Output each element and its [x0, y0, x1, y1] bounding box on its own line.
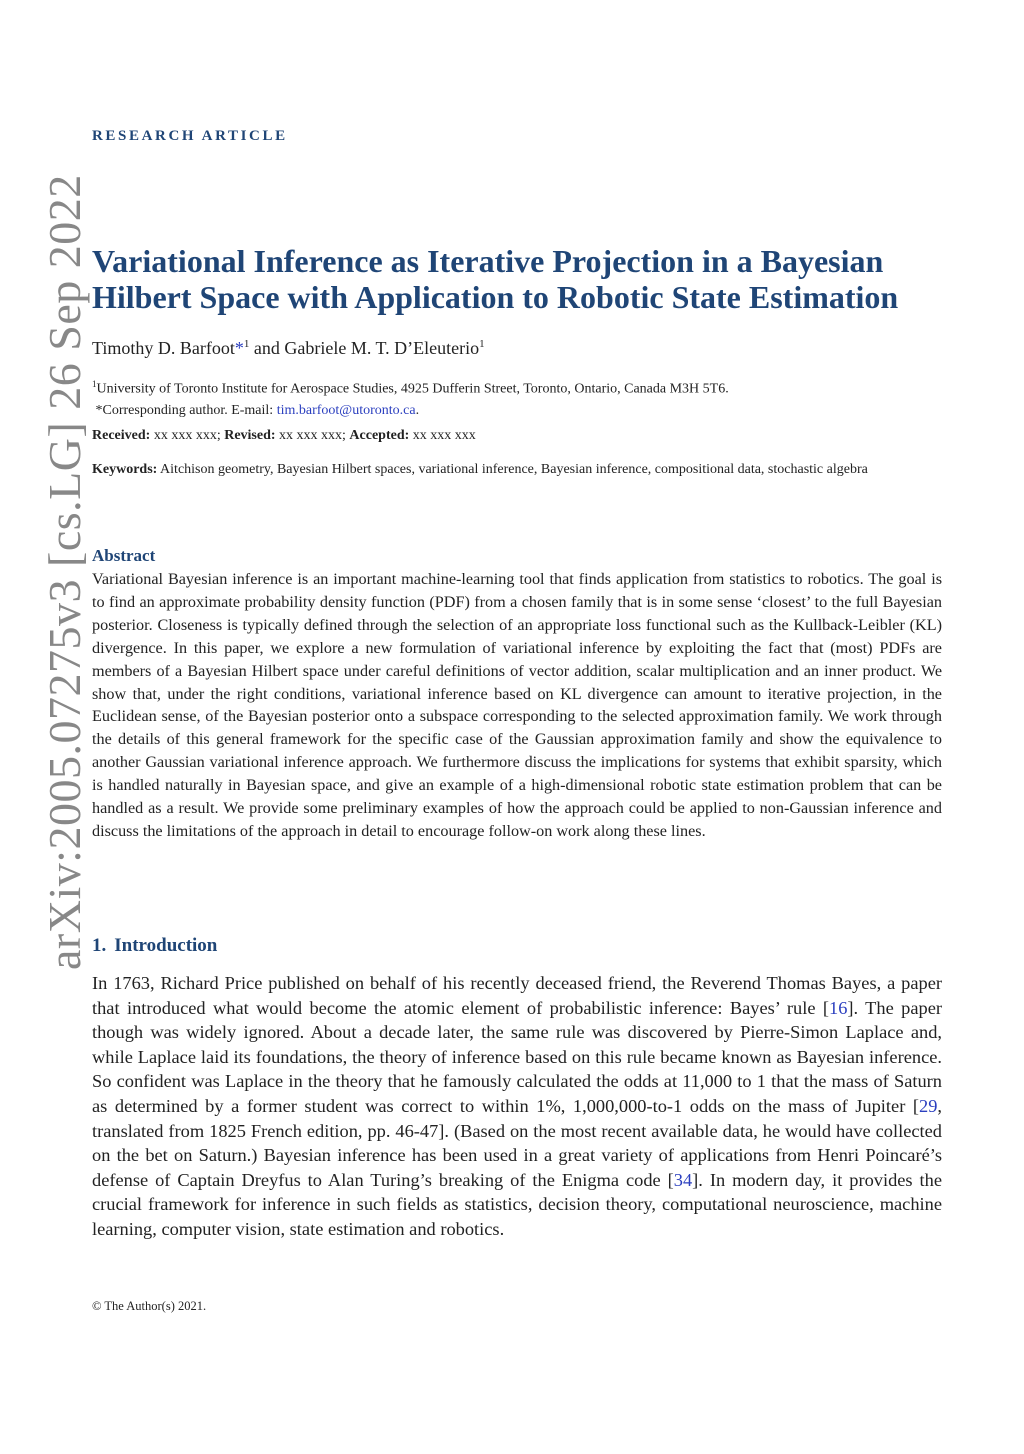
affiliation-block	[92, 374, 729, 421]
copyright-notice: © The Author(s) 2021.	[92, 1299, 207, 1313]
arxiv-identifier: arXiv:2005.07275v3 [cs.LG] 26 Sep 2022	[39, 174, 90, 970]
accepted-value: xx xxx xxx	[409, 428, 476, 443]
citation-link[interactable]: 16	[829, 997, 848, 1018]
citation-link[interactable]: 34	[673, 1169, 693, 1190]
author-name: Gabriele M. T. D’Eleuterio	[284, 338, 480, 358]
abstract-heading: Abstract	[92, 546, 156, 565]
received-value: xx xxx xxx;	[150, 428, 225, 443]
keywords-block	[92, 459, 942, 480]
received-label: Received:	[92, 428, 151, 443]
abstract-text: Variational Bayesian inference is an important machine-learning tool that finds application from statistics to robotics. The goal is to find an approximate probability density function (PDF) from a chosen family that is in some sense ‘closest’ to the full Bayesian posterior. Closeness is typically defined through the selection of an appropriate loss functional such as the Kullback-Leibler (KL) divergence. In this paper, we explore a new formulation of variational inference by exploiting the fact that (most) PDFs are members of a Bayesian Hilbert space under careful definitions of vector addition, scalar multiplication and an inner product. We show that, under the right conditions, variational inference based on KL divergence can amount to iterative projection, in the Euclidean sense, of the Bayesian posterior onto a subspace corresponding to the selected approximation family. We work through the details of this general framework for the specific case of the Gaussian approximation family and show the equivalence to another Gaussian variational inference approach. We furthermore discuss the implications for systems that exhibit sparsity, which is handled naturally in Bayesian space, and give an example of a high-dimensional robotic state estimation problem that can be handled as a result. We provide some preliminary examples of how the approach could be applied to non-Gaussian inference and discuss the limitations of the approach in detail to encourage follow-on work along these lines.	[92, 570, 942, 840]
revised-label: Revised:	[224, 428, 276, 443]
author-name: Timothy D. Barfoot	[92, 338, 235, 358]
affiliation-marker: 1	[243, 338, 250, 350]
intro-text: ]. In modern day, it provides the crucial framework for inference in such fields as statistics, decision theory, computational neuroscience, machine learning, computer vision, state estimation and robotics.	[92, 1169, 942, 1239]
section-title: Introduction	[114, 935, 218, 956]
corresponding-suffix: .	[415, 402, 420, 418]
email-link[interactable]: tim.barfoot@utoronto.ca	[276, 402, 416, 418]
affiliation-marker: 1	[479, 338, 485, 350]
article-type-label: RESEARCH ARTICLE	[92, 128, 288, 144]
affiliation-marker: 1	[92, 379, 97, 389]
corresponding-prefix: *Corresponding author. E-mail:	[95, 402, 277, 418]
affiliation-line	[92, 374, 729, 400]
keywords-label: Keywords:	[92, 462, 158, 477]
corresponding-author-mark[interactable]: *	[234, 338, 244, 358]
publication-dates	[92, 428, 476, 444]
keywords-text: Aitchison geometry, Bayesian Hilbert spaces, variational inference, Bayesian inference, compositional data, stochastic algebra	[157, 462, 868, 477]
section-number: 1.	[92, 935, 107, 956]
corresponding-line	[92, 400, 729, 421]
citation-link[interactable]: 29	[919, 1095, 938, 1116]
paper-title: Variational Inference as Iterative Projection in a Bayesian Hilbert Space with Application to Robotic State Estimation	[92, 243, 899, 315]
author-joiner: and	[249, 338, 285, 358]
intro-text: , translated from 1825 French edition, pp. 46-47]. (Based on the most recent available data, he would have collected on the bet on Saturn.) Bayesian inference has been used in a great variety of applications from Henri Poincaré’s defense of Captain Dreyfus to Alan Turing’s breaking of the Enigma code [	[92, 1095, 942, 1190]
affiliation-text: University of Toronto Institute for Aerospace Studies, 4925 Dufferin Street, Toronto, Ontario, Canada M3H 5T6.	[96, 381, 729, 397]
intro-text: ]. The paper though was widely ignored. About a decade later, the same rule was discovered by Pierre-Simon Laplace and, while Laplace laid its foundations, the theory of inference based on this rule became known as Bayesian inference. So confident was Laplace in the theory that he famously calculated the odds at 11,000 to 1 that the mass of Saturn as determined by a former student was correct to within 1%, 1,000,000-to-1 odds on the mass of Jupiter [	[92, 997, 942, 1116]
introduction-paragraph	[92, 971, 942, 1242]
intro-text: In 1763, Richard Price published on behalf of his recently deceased friend, the Reverend Thomas Bayes, a paper that introduced what would become the atomic element of probabilistic inference: Bayes’ rule [	[92, 973, 942, 1018]
section-heading-introduction	[92, 935, 217, 957]
author-list	[92, 338, 485, 359]
accepted-label: Accepted:	[349, 428, 410, 443]
revised-value: xx xxx xxx;	[275, 428, 350, 443]
